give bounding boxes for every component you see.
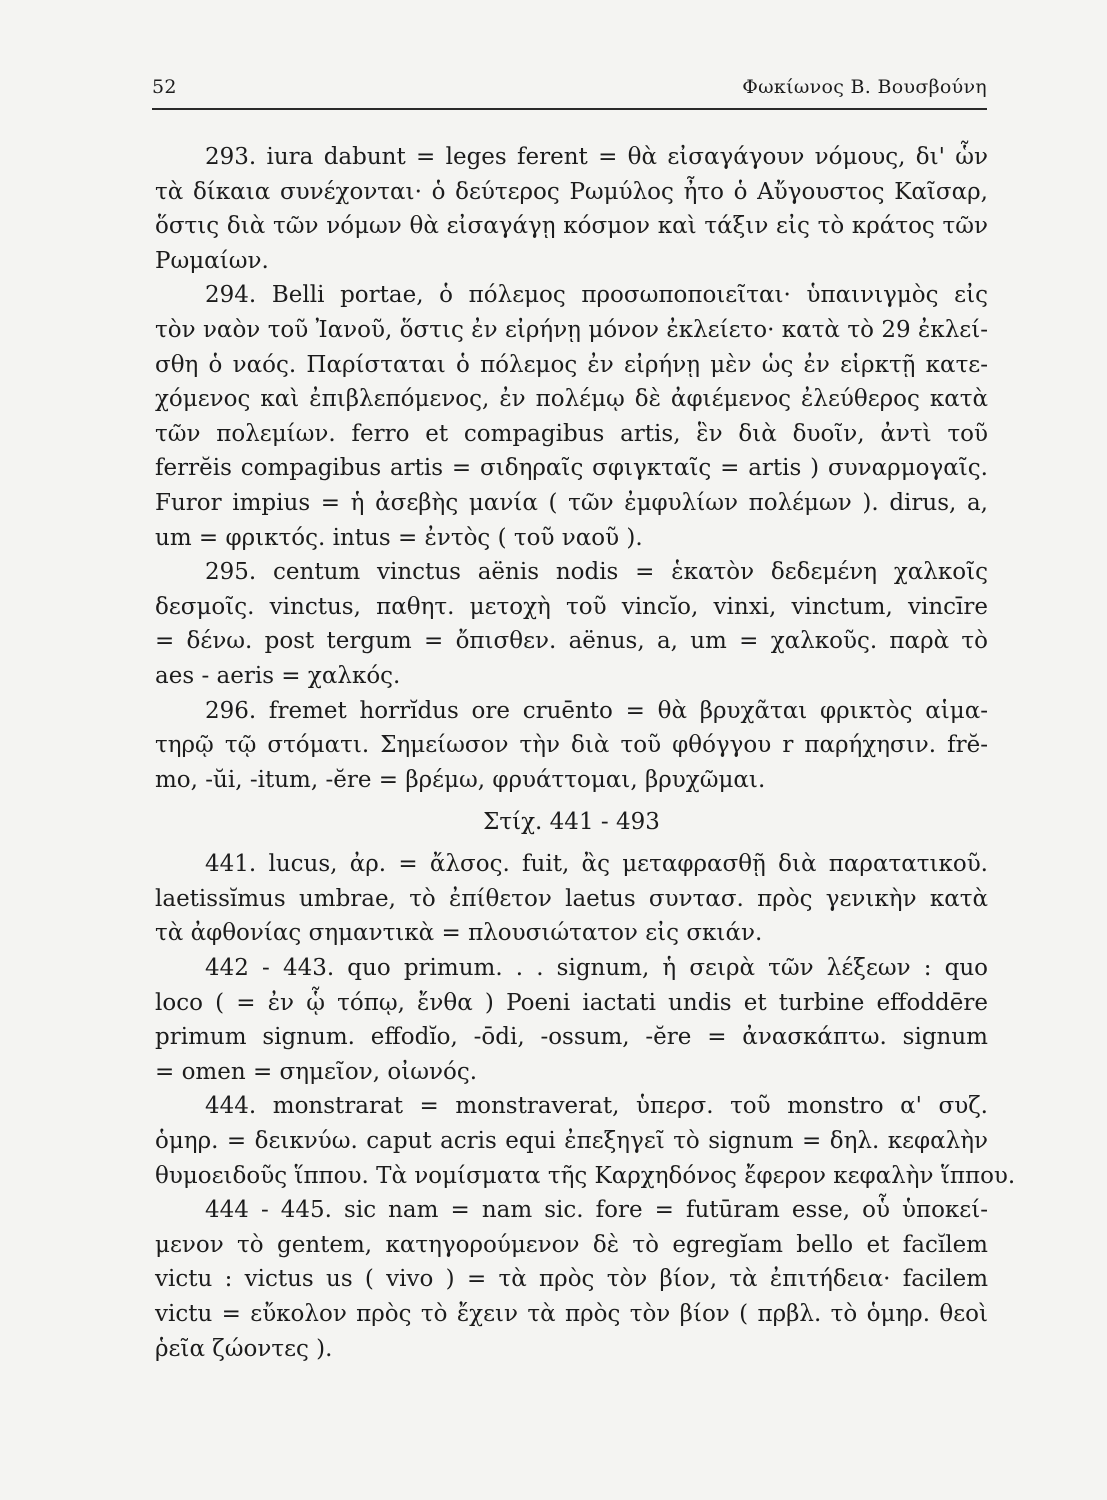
text-line: 444. monstrarat = monstraverat, ὑπερσ. τοῦ monstro α' συζ. <box>205 1093 988 1120</box>
text-line: 293. iura dabunt = leges ferent = θὰ εἰσαγάγουν νόμους, δι' ὧν <box>205 144 988 170</box>
text-line: 295. centum vinctus aënis nodis = ἑκατὸν δεδεμένη χαλκοῖς <box>205 559 988 586</box>
text-line: laetissĭmus umbrae, τὸ ἐπίθετον laetus συντασ. πρὸς γενικὴν κατὰ <box>155 885 988 912</box>
section-heading: Στίχ. 441 - 493 <box>483 809 660 836</box>
paragraph-444 <box>155 1089 1016 1193</box>
text-line: τὰ ἀφθονίας σημαντικὰ = πλουσιώτατον εἰς σκιάν. <box>155 920 763 947</box>
text-line: 296. fremet horrĭdus ore cruēnto = θὰ βρυχᾶται φρικτὸς αἱμα- <box>205 697 988 724</box>
text-line: ὁμηρ. = δεικνύω. caput acris equi ἐπεξηγεῖ τὸ signum = δηλ. κεφαλὴν <box>155 1128 988 1155</box>
running-head: Φωκίωνος Β. Βουσβούνη <box>742 76 987 98</box>
text-line: χόμενος καὶ ἐπιβλεπόμενος, ἐν πολέμῳ δὲ ἀφιέμενος ἐλεύθερος κατὰ <box>155 386 988 413</box>
paragraph-295 <box>155 555 988 693</box>
text-line: = omen = σημεῖον, οἰωνός. <box>155 1058 478 1085</box>
text-line: um = φρικτός. intus = ἐντὸς ( τοῦ ναοῦ ). <box>155 524 643 551</box>
text-line: Ρωμαίων. <box>155 247 269 274</box>
text-line: 444 - 445. sic nam = nam sic. fore = futūram esse, οὗ ὑποκεί- <box>205 1197 988 1224</box>
paragraph-293 <box>155 140 988 278</box>
text-line: σθη ὁ ναός. Παρίσταται ὁ πόλεμος ἐν εἰρήνῃ μὲν ὡς ἐν εἱρκτῇ κατε- <box>155 351 988 378</box>
text-line: ῥεῖα ζώοντες ). <box>155 1335 333 1362</box>
text-line: τηρῷ τῷ στόματι. Σημείωσον τὴν διὰ τοῦ φθόγγου r παρήχησιν. frĕ- <box>155 732 988 759</box>
text-line: τὸν ναὸν τοῦ Ἰανοῦ, ὅστις ἐν εἰρήνῃ μόνον ἐκλείετο· κατὰ τὸ 29 ἐκλεί- <box>155 316 988 343</box>
paragraph-442-443 <box>155 951 988 1089</box>
text-line: 442 - 443. quo primum. . . signum, ἡ σειρὰ τῶν λέξεων : quo <box>205 955 988 982</box>
text-line: victu : victus us ( vivo ) = τὰ πρὸς τὸν βίον, τὰ ἐπιτήδεια· facilem <box>155 1266 988 1293</box>
text-line: τὰ δίκαια συνέχονται· ὁ δεύτερος Ρωμύλος ἦτο ὁ Αὔγουστος Καῖσαρ, <box>155 178 988 205</box>
text-line: τῶν πολεμίων. ferro et compagibus artis, ἓν διὰ δυοῖν, ἀντὶ τοῦ <box>155 420 988 447</box>
text-line: loco ( = ἐν ᾧ τόπῳ, ἔνθα ) Poeni iactati undis et turbine effoddēre <box>155 989 988 1016</box>
paragraph-296 <box>155 694 988 798</box>
paragraph-444-445 <box>155 1193 988 1366</box>
text-line: 441. lucus, ἀρ. = ἄλσος. fuit, ἂς μεταφρασθῇ διὰ παρατατικοῦ. <box>205 851 988 878</box>
text-line: = δένω. post tergum = ὄπισθεν. aënus, a, um = χαλκοῦς. παρὰ τὸ <box>155 628 988 655</box>
text-line: μενον τὸ gentem, κατηγορούμενον δὲ τὸ egregĭam bello et facĭlem <box>155 1231 988 1258</box>
text-line: Furor impius = ἡ ἀσεβὴς μανία ( τῶν ἐμφυλίων πολέμων ). dirus, a, <box>155 489 988 516</box>
page-number: 52 <box>152 76 177 98</box>
text-line: mo, -ŭi, -itum, -ĕre = βρέμω, φρυάττομαι, βρυχῶμαι. <box>155 766 766 793</box>
header-rule <box>152 108 987 110</box>
text-line: ferrĕis compagibus artis = σιδηραῖς σφιγκταῖς = artis ) συναρμογαῖς. <box>155 455 988 482</box>
paragraph-294 <box>155 278 988 555</box>
text-line: victu = εὔκολον πρὸς τὸ ἔχειν τὰ πρὸς τὸν βίον ( πρβλ. τὸ ὁμηρ. θεοὶ <box>155 1301 988 1327</box>
text-line: aes - aeris = χαλκός. <box>155 662 401 689</box>
page-header <box>152 74 987 102</box>
text-line: ὅστις διὰ τῶν νόμων θὰ εἰσαγάγῃ κόσμον καὶ τάξιν εἰς τὸ κράτος τῶν <box>155 213 988 240</box>
text-line: δεσμοῖς. vinctus, παθητ. μετοχὴ τοῦ vincĭo, vinxi, vinctum, vincīre <box>155 593 988 620</box>
text-line: 294. Belli portae, ὁ πόλεμος προσωποποιεῖται· ὑπαινιγμὸς εἰς <box>205 282 988 309</box>
page-body <box>155 140 1016 1366</box>
paragraph-441 <box>155 847 988 951</box>
text-line: primum signum. effodĭo, -ōdi, -ossum, -ĕre = ἀνασκάπτω. signum <box>155 1024 988 1051</box>
text-line: θυμοειδοῦς ἵππου. Τὰ νομίσματα τῆς Καρχηδόνος ἔφερον κεφαλὴν ἵππου. <box>155 1162 1016 1189</box>
